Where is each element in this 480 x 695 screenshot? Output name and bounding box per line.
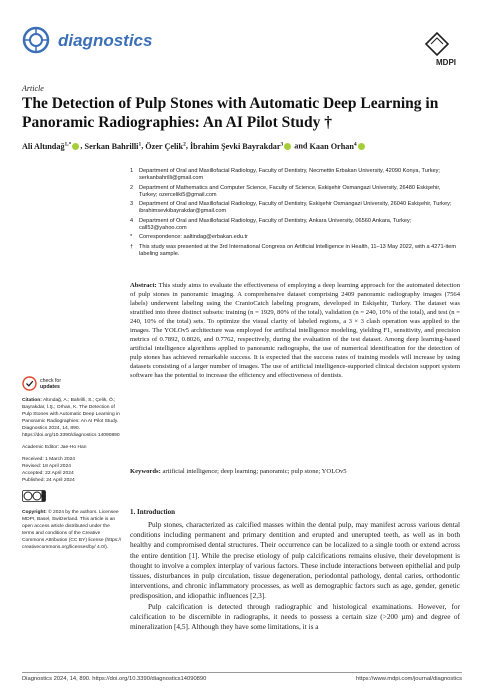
affiliation-marker: * — [130, 234, 133, 241]
date-revised: Revised: 18 April 2024 — [22, 464, 71, 469]
footer-journal-link[interactable]: https://www.mdpi.com/journal/diagnostics — [356, 676, 462, 682]
affiliation-marker: 2 — [130, 184, 134, 191]
affiliation-item — [130, 218, 460, 233]
keywords-label: Keywords: — [130, 468, 161, 475]
author-affiliation-marker: 4 — [353, 141, 357, 147]
cc-by-license-icon — [22, 490, 46, 502]
affiliation-marker: 1 — [130, 168, 134, 174]
author-list: Ali Altındağ$^{1,*}$ , Serkan Bahrilli$^1$, Özer Çelik$^2$, İbrahim Şevki Bayrakdar$^3$ and Kaan Orhan$^4$ — [22, 139, 462, 152]
abstract — [130, 281, 460, 381]
keywords — [130, 467, 460, 476]
article-sidebar — [22, 376, 122, 556]
copyright-block — [22, 509, 122, 551]
author-name[interactable] — [190, 142, 292, 151]
affiliations — [130, 168, 460, 260]
mdpi-logo-icon — [420, 30, 454, 58]
author-name-text: Özer Çelik — [145, 141, 184, 151]
citation-text: Altındağ, A.; Bahrilli, S.; Çelik, Ö.; Bayrakdar, İ.Ş.; Orhan, K. The Detection of Pulp Stones with Automatic Deep Learning in Panoramic Radiographies: An AI Pilot Study. Diagnostics 2024, 14, 890. https://doi.org/10.3390/diagnostics 14090890 — [22, 398, 120, 438]
keywords-text: artificial intelligence; deep learning; panoramic; pulp stone; YOLOv5 — [162, 468, 347, 475]
affiliation-marker: 4 — [130, 217, 134, 224]
author-name-text: Ali Altındağ — [22, 141, 65, 151]
author-name-text: İbrahim Şevki Bayrakdar — [189, 141, 281, 151]
check-updates-icon — [22, 376, 37, 391]
footer-divider — [22, 672, 462, 673]
affiliation-text: This study was presented at the 3rd International Congress on Artificial Intelligence in Health, 11–13 May 2022, with a 4271-item labeling sample. — [139, 243, 457, 257]
author-name-text: Serkan Bahrilli — [84, 141, 139, 151]
affiliation-item — [130, 234, 460, 241]
check-for-updates-badge[interactable] — [22, 376, 122, 391]
date-received: Received: 1 March 2024 — [22, 457, 76, 462]
journal-header — [22, 26, 462, 67]
section-heading: 1. Introduction — [130, 508, 175, 516]
affiliation-item — [130, 201, 460, 216]
orcid-icon[interactable] — [284, 143, 291, 150]
author-affiliation-marker: 1,* — [64, 141, 72, 147]
abstract-label: Abstract: — [130, 282, 157, 289]
check-updates-line1: check for — [40, 377, 62, 384]
citation-block — [22, 397, 122, 439]
author-name[interactable] — [22, 142, 80, 151]
affiliation-item — [130, 185, 460, 200]
author-affiliation-marker: 2 — [183, 141, 186, 147]
affiliation-text: Department of Oral and Maxillofacial Radiology, Faculty of Dentistry, Eskişehir Osmangazi University, 26040 Eskişehir, Turkey; ibrahimsevkibayrakdar@gmail.com — [139, 201, 452, 215]
author-name[interactable] — [145, 142, 186, 151]
diagnostics-logo-icon — [22, 26, 50, 54]
orcid-icon[interactable] — [358, 143, 365, 150]
check-updates-line2: updates — [40, 383, 60, 390]
affiliation-item — [130, 244, 460, 259]
affiliation-text: Department of Oral and Maxillofacial Radiology, Faculty of Dentistry, Ankara University, 06560 Ankara, Turkey; call53@yahoo.com — [139, 217, 412, 232]
paper-title: The Detection of Pulp Stones with Automatic Deep Learning in Panoramic Radiographies: An AI Pilot Study † — [22, 95, 439, 131]
affiliation-item — [130, 168, 460, 183]
affiliation-marker: 3 — [130, 201, 134, 208]
footer-citation[interactable]: Diagnostics 2024, 14, 890. https://doi.org/10.3390/diagnostics14090890 — [22, 676, 207, 682]
publisher-name: MDPI — [436, 58, 456, 67]
author-name[interactable] — [85, 142, 142, 151]
abstract-text: This study aims to evaluate the effectiveness of employing a deep learning approach for the automated detection of pulp stones in panoramic imaging. A comprehensive dataset comprising 2409 panoramic radiography images (7564 labels) underwent labeling using the CranioCatch labeling program, developed in Eskişehir, Turkey. The dataset was stratified into three distinct subsets: training (n = 1929, 80% of the total), validation (n = 240, 10% of the total), and test (n = 240, 10% of the total) sets. To optimize the visual clarity of labeled regions, a 3 × 3 clash operation was applied to the images. The YOLOv5 architecture was employed for artificial intelligence modeling, yielding F1, sensitivity, and precision metrics of 0.7892, 0.8026, and 0.7762, respectively, during the evaluation of the test dataset. Among deep learning-based artificial intelligence algorithms applied to panoramic radiographs, the use of numerical identification for the detection of pulp stones has achieved remarkable success. It is expected that the success rates of training models will increase by using datasets consisting of a larger number of images. The use of artificial intelligence-supported clinical decision support system software has the potential to increase the efficiency and effectiveness of dentists. — [130, 282, 460, 380]
author-name[interactable] — [310, 142, 366, 151]
affiliation-marker: † — [130, 243, 134, 250]
intro-paragraph-1: Pulp stones, characterized as calcified masses within the dental pulp, may manifest across various dental conditions including permanent and primary dentition and erupted and unerupted teeth, as well as in both healthy and compromised dental structures. Their occurrence can be localized to a single tooth or extend across the entire dentition [1]. While the precise etiology of pulp calcifications remains elusive, their development is thought to involve a complex interplay of various factors. These include interactions between epithelial and pulp tissues, disturbances in pulp circulation, tissue degeneration, periodontal pathology, dental caries, orthodontic interventions, and chronic inflammatory processes, as well as demographic factors such as age, gender, genetic predisposition, and idiopathic influences [2,3]. — [130, 520, 460, 601]
author-affiliation-marker: 1 — [138, 141, 142, 147]
author-affiliation-marker: 3 — [280, 141, 284, 147]
copyright-label: Copyright: — [22, 510, 47, 515]
affiliation-text: Correspondence: aaltindag@erbakan.edu.tr — [139, 234, 248, 241]
article-type: Article — [22, 84, 44, 93]
intro-paragraph-2: Pulp calcification is detected through radiographic and histological examinations. However, for calcification to be discernible in radiographs, it needs to possess a certain size (>200 µm) and degree of mineralization [4,5]. Although they have some limitations, it is a — [130, 601, 460, 632]
academic-editor: Academic Editor: Jae-Ho Han — [22, 445, 87, 450]
date-accepted: Accepted: 22 April 2024 — [22, 471, 74, 476]
citation-label: Citation: — [22, 398, 42, 403]
orcid-icon[interactable] — [72, 143, 79, 150]
journal-name: diagnostics — [58, 31, 153, 50]
date-published: Published: 24 April 2024 — [22, 478, 75, 483]
affiliation-text: Department of Oral and Maxillofacial Radiology, Faculty of Dentistry, Necmettin Erbakan University, 42090 Konya, Turkey; serkanbahrilli@gmail.com — [139, 168, 440, 182]
copyright-text: © 2024 by the authors. Licensee MDPI, Basel, Switzerland. This article is an open access article distributed under the terms and conditions of the Creative Commons Attribution (CC BY) license (https:// creativecommons.org/licenses/by/ 4.0/). — [22, 510, 122, 550]
author-name-text: Kaan Orhan — [309, 141, 354, 151]
affiliation-text: Department of Mathematics and Computer Science, Faculty of Science, Eskişehir Osmangazi University, 26480 Eskişehir, Turkey; ozerceliki5@gmail.com — [139, 184, 441, 198]
introduction-body — [130, 520, 460, 632]
